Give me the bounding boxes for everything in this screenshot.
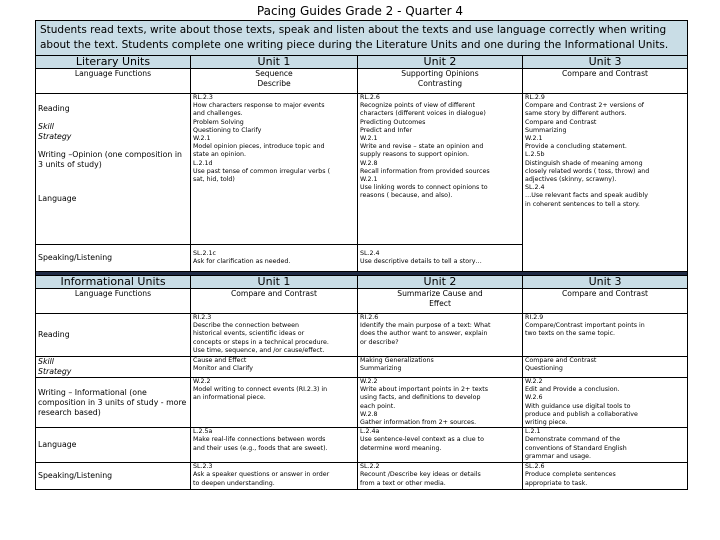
pacing-table [35,20,688,490]
info-u1-speaking-line: Ask a speaker questions or answer in order [193,471,330,479]
lit-u1-line: W.2.1 [193,135,211,143]
info-u1-reading [191,314,358,357]
info-u1-reading-line: RI.2.3 [193,314,212,321]
info-u1-writing-line: Model writing to connect events (RI.2.3) in [193,386,328,394]
page-title: Pacing Guides Grade 2 - Quarter 4 [256,4,464,18]
info-u2-reading-line: Identify the main purpose of a text: What [360,322,491,330]
informational-unit-3-functions: Compare and Contrast [523,289,688,314]
lit-u2-line: W.2.8 [360,159,378,167]
literary-skill-label: Skill [38,122,54,131]
literary-unit-2-functions-text: Supporting Opinions Contrasting [401,69,479,88]
info-u3-language-line: grammar and usage. [525,452,592,460]
informational-unit-2-functions [358,289,523,314]
informational-language-functions: Language Functions [36,289,191,314]
info-u2-writing-line: Gather information from 2+ sources. [360,419,477,427]
literary-header-row [36,56,688,69]
info-u2-reading-line: RI.2.6 [360,314,379,321]
lit-u3-line: same story by different authors. [525,110,627,118]
info-u3-writing-line: Edit and Provide a conclusion. [525,386,620,394]
info-u3-skill [523,357,688,378]
literary-unit-2-functions [358,69,523,94]
lit-u1-speaking-line: SL.2.1c [193,249,216,257]
informational-unit-1-heading: Unit 1 [191,276,358,289]
info-u2-writing-line: Write about important points in 2+ texts [360,386,488,394]
lit-u2-line: Write and revise – state an opinion and [360,143,484,151]
lit-u1-line: state an opinion. [193,151,246,159]
info-u1-language [191,428,358,463]
info-u1-speaking [191,463,358,490]
informational-unit-3-heading: Unit 3 [523,276,688,289]
literary-language-label: Language [38,194,77,203]
info-u3-language-line: Demonstrate command of the [525,436,621,444]
info-u1-skill-line: Cause and Effect [193,357,247,364]
info-u1-reading-line: historical events, scientific ideas or [193,330,305,338]
lit-u1-line: sat, hid, told) [193,176,235,184]
lit-u2-line: W.2.1 [360,176,378,184]
info-u3-speaking-line: SL.2.6 [525,463,545,471]
info-u3-writing-line: W.2.2 [525,378,543,385]
informational-header-row [36,276,688,289]
info-skill-label: Skill [38,357,54,366]
info-u1-language-line: Make real-life connections between words [193,436,326,444]
literary-subheader-row [36,69,688,94]
info-u1-reading-line: Use time, sequence, and /or cause/effect. [193,346,325,354]
info-u2-speaking-line: SL.2.2 [360,463,380,471]
literary-unit-1-content [191,94,358,245]
lit-u2-line: W.2.1 [360,135,378,143]
lit-u2-line: Recall information from provided sources [360,167,490,175]
info-u3-skill-line: Questioning [525,365,563,373]
literary-unit-1-speaking [191,245,358,272]
info-u1-speaking-line: to deepen understanding. [193,479,275,487]
info-u2-writing-line: using facts, and definitions to develop [360,394,481,402]
lit-u2-line: Predict and Infer [360,126,413,134]
lit-u3-line: Summarizing [525,126,567,134]
info-writing-row [36,378,688,428]
info-u3-writing-line: W.2.6 [525,394,543,402]
informational-unit-2-heading: Unit 2 [358,276,523,289]
literary-unit-2-speaking [358,245,523,272]
lit-u3-line: W.2.1 [525,135,543,143]
info-reading-label: Reading [36,314,191,357]
info-u2-writing-line: each point. [360,402,396,410]
info-u2-speaking-line: from a text or other media. [360,479,446,487]
lit-u1-speaking-line: Ask for clarification as needed. [193,258,291,265]
info-u1-language-line: and their uses (e.g., foods that are sweet). [193,444,328,452]
info-u1-reading-line: Describe the connection between [193,322,299,330]
info-u1-skill [191,357,358,378]
lit-u1-line: Problem Solving [193,118,244,126]
literary-unit-2-content [358,94,523,245]
literary-unit-1-heading: Unit 1 [191,56,358,69]
info-u2-writing-line: W.2.8 [360,410,378,418]
info-u3-reading-line: Compare/Contrast important points in [525,322,645,330]
info-language-label: Language [36,428,191,463]
literary-unit-3-content [523,94,688,272]
lit-u3-line: L.2.5b [525,151,545,159]
lit-u3-line: …Use relevant facts and speak audibly [525,192,648,200]
lit-u2-line: characters (different voices in dialogue) [360,110,486,118]
info-u2-speaking [358,463,523,490]
lit-u2-line: supply reasons to support opinion. [360,151,470,159]
info-u3-language-line: conventions of Standard English [525,444,627,452]
lit-u3-line: closely related words ( toss, throw) and [525,167,650,175]
info-u3-writing-line: writing piece. [525,419,568,427]
info-strategy-label: Strategy [38,367,72,376]
info-u3-reading [523,314,688,357]
informational-subheader-row [36,289,688,314]
lit-u2-line: Recognize points of view of different [360,102,475,110]
info-u3-speaking-line: Produce complete sentences [525,471,616,479]
lit-u2-line: Use linking words to connect opinions to [360,184,488,192]
lit-u1-line: and challenges. [193,110,243,118]
lit-u3-line: SL.2.4 [525,184,545,192]
literary-speaking-label: Speaking/Listening [36,245,191,272]
info-u2-skill [358,357,523,378]
literary-language-functions: Language Functions [36,69,191,94]
info-u3-reading-line: RI.2.9 [525,314,544,321]
info-writing-label: Writing – Informational (one composition in 3 units of study - more research based) [36,378,191,428]
info-u2-reading-line: or describe? [360,338,399,346]
lit-u3-line: Compare and Contrast [525,118,597,126]
literary-unit-3-functions: Compare and Contrast [523,69,688,94]
lit-u3-line: in coherent sentences to tell a story. [525,200,640,208]
literary-units-heading: Literary Units [36,56,191,69]
lit-u1-line: L.2.1d [193,159,213,167]
info-u2-language-line: Use sentence-level context as a clue to [360,436,484,444]
lit-u3-line: Provide a concluding statement. [525,143,627,151]
info-u3-speaking [523,463,688,490]
lit-u2-speaking-line: SL.2.4 [360,249,380,257]
literary-body-row [36,94,688,245]
informational-unit-1-functions: Compare and Contrast [191,289,358,314]
literary-row-labels [36,94,191,245]
info-u1-reading-line: concepts or steps in a technical procedure. [193,338,329,346]
lit-u2-line: Predicting Outcomes [360,118,426,126]
info-u2-writing-line: W.2.2 [360,378,378,385]
informational-units-heading: Informational Units [36,276,191,289]
info-u2-language [358,428,523,463]
info-u3-writing-line: With guidance use digital tools to [525,402,631,410]
lit-u3-line: RL.2.9 [525,94,545,101]
info-u3-language-line: L.2.1 [525,428,541,436]
info-u3-speaking-line: appropriate to task. [525,479,588,487]
lit-u2-line: reasons ( because, and also). [360,192,453,200]
info-speaking-row [36,463,688,490]
literary-reading-label: Reading [38,104,70,113]
lit-u3-line: adjectives (skinny, scrawny). [525,176,617,184]
literary-writing-label: Writing –Opinion (one composition in 3 units of study) [38,150,182,169]
info-speaking-label: Speaking/Listening [36,463,191,490]
info-u1-language-line: L.2.5a [193,428,213,436]
info-u1-writing-line: an informational piece. [193,394,266,402]
literary-unit-1-functions-text: Sequence Describe [255,69,293,88]
intro-text: Students read texts, write about those texts, speak and listen about the texts and use language correctly when writing about the text. Students complete one writing piece during the Literature Units and one during the Informational Units. [36,21,688,56]
literary-strategy-label: Strategy [38,132,72,141]
info-u3-skill-line: Compare and Contrast [525,357,597,364]
info-skill-row [36,357,688,378]
lit-u1-line: How characters response to major events [193,102,325,110]
lit-u3-line: Distinguish shade of meaning among [525,159,643,167]
info-u1-skill-line: Monitor and Clarify [193,365,253,373]
literary-unit-3-heading: Unit 3 [523,56,688,69]
lit-u1-line: Model opinion pieces, introduce topic and [193,143,325,151]
info-u3-language [523,428,688,463]
lit-u3-line: Compare and Contrast 2+ versions of [525,102,645,110]
literary-unit-2-heading: Unit 2 [358,56,523,69]
info-u1-writing-line: W.2.2 [193,378,211,385]
info-u2-skill-line: Making Generalizations [360,357,434,364]
lit-u2-speaking-line: Use descriptive details to tell a story… [360,258,482,265]
info-u1-speaking-line: SL.2.3 [193,463,213,471]
lit-u1-line: Use past tense of common irregular verbs ( [193,167,331,175]
info-u2-skill-line: Summarizing [360,365,402,373]
info-u2-writing [358,378,523,428]
info-reading-row [36,314,688,357]
info-language-row [36,428,688,463]
info-u2-language-line: L.2.4a [360,428,380,436]
lit-u1-line: Questioning to Clarify [193,126,262,134]
informational-unit-2-functions-text: Summarize Cause and Effect [397,289,483,308]
lit-u2-line: RL.2.6 [360,94,380,101]
info-skill-label-cell [36,357,191,378]
info-u3-reading-line: two texts on the same topic. [525,330,616,338]
info-u3-writing-line: produce and publish a collaborative [525,410,638,418]
info-u1-writing [191,378,358,428]
literary-unit-1-functions [191,69,358,94]
info-u2-speaking-line: Recount /Describe key ideas or details [360,471,481,479]
info-u2-reading-line: does the author want to answer, explain [360,330,488,338]
info-u2-reading [358,314,523,357]
info-u3-writing [523,378,688,428]
info-u2-language-line: determine word meaning. [360,444,442,452]
lit-u1-line: RL.2.3 [193,94,213,101]
